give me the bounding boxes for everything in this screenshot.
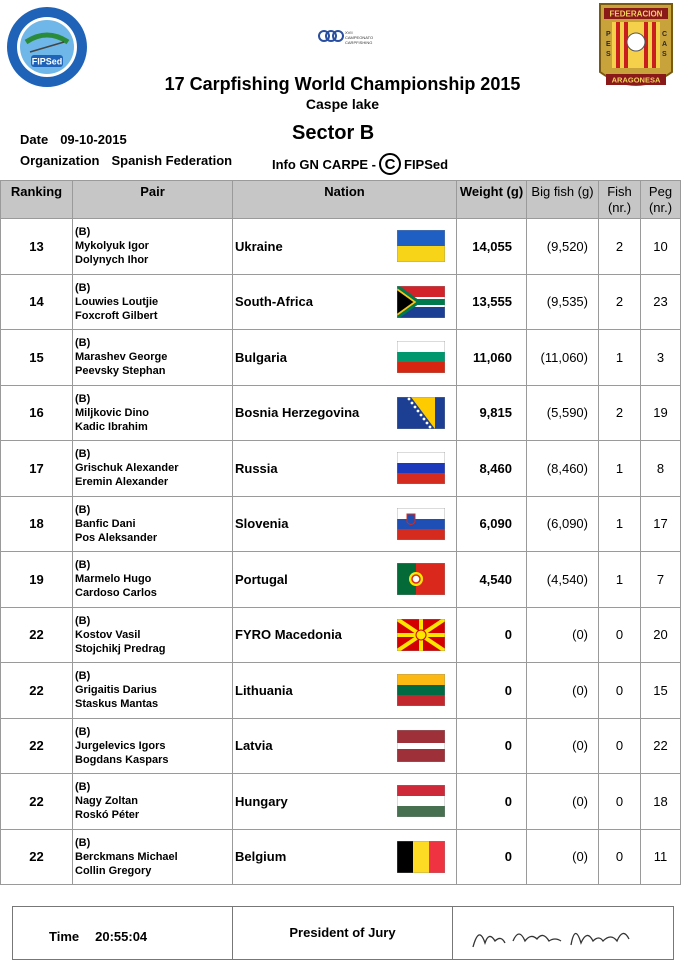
pair-cell bbox=[73, 219, 233, 275]
weight-cell: 9,815 bbox=[457, 385, 527, 441]
weight-cell: 6,090 bbox=[457, 496, 527, 552]
ranking-cell: 19 bbox=[1, 552, 73, 608]
championship-logo bbox=[318, 26, 388, 48]
header-ranking: Ranking bbox=[1, 181, 73, 219]
svg-text:CARPFISHING: CARPFISHING bbox=[345, 40, 373, 45]
pair-angler-2: Roskó Péter bbox=[75, 809, 140, 822]
fish-count-cell: 0 bbox=[599, 829, 641, 885]
weight-cell: 4,540 bbox=[457, 552, 527, 608]
ranking-cell: 15 bbox=[1, 330, 73, 386]
peg-cell: 23 bbox=[641, 274, 681, 330]
weight-cell: 13,555 bbox=[457, 274, 527, 330]
fish-count-cell: 2 bbox=[599, 274, 641, 330]
big-fish-cell: (0) bbox=[527, 663, 599, 719]
organization-label: Organization bbox=[20, 153, 100, 168]
fish-count-cell: 1 bbox=[599, 330, 641, 386]
page-title: 17 Carpfishing World Championship 2015 bbox=[164, 74, 521, 94]
pair-angler-2: Stojchikj Predrag bbox=[75, 642, 166, 655]
page-subtitle: Caspe lake bbox=[305, 96, 380, 112]
pair-cell bbox=[73, 663, 233, 719]
macedonia-flag bbox=[397, 619, 445, 651]
flag-cell bbox=[387, 274, 457, 330]
ranking-cell: 14 bbox=[1, 274, 73, 330]
pair-angler-1: Miljkovic Dino bbox=[75, 406, 149, 419]
flag-cell bbox=[387, 718, 457, 774]
flag-cell bbox=[387, 330, 457, 386]
peg-cell: 8 bbox=[641, 441, 681, 497]
footer-time bbox=[13, 907, 233, 959]
pair-sector: (B) bbox=[75, 725, 91, 738]
pair-cell bbox=[73, 774, 233, 830]
pair-angler-1: Mykolyuk Igor bbox=[75, 240, 149, 253]
flag-cell bbox=[387, 607, 457, 663]
nation-cell: Belgium bbox=[233, 829, 387, 885]
big-fish-cell: (0) bbox=[527, 829, 599, 885]
peg-cell: 22 bbox=[641, 718, 681, 774]
big-fish-cell: (11,060) bbox=[527, 330, 599, 386]
ranking-cell: 16 bbox=[1, 385, 73, 441]
footer-box bbox=[12, 906, 674, 960]
pair-cell bbox=[73, 385, 233, 441]
svg-text:P: P bbox=[606, 31, 611, 38]
bulgaria-flag bbox=[397, 341, 445, 373]
table-row bbox=[1, 663, 681, 719]
pair-angler-1: Marmelo Hugo bbox=[75, 573, 152, 586]
pair-angler-2: Foxcroft Gilbert bbox=[75, 309, 158, 322]
table-row bbox=[1, 385, 681, 441]
fish-count-cell: 0 bbox=[599, 607, 641, 663]
ranking-cell: 22 bbox=[1, 663, 73, 719]
big-fish-cell: (5,590) bbox=[527, 385, 599, 441]
peg-cell: 3 bbox=[641, 330, 681, 386]
nation-cell: Portugal bbox=[233, 552, 387, 608]
table-row bbox=[1, 330, 681, 386]
svg-text:CAMPEONATO: CAMPEONATO bbox=[345, 35, 374, 40]
date-value: 09-10-2015 bbox=[60, 132, 127, 147]
pair-cell bbox=[73, 496, 233, 552]
pair-cell bbox=[73, 552, 233, 608]
header-nation: Nation bbox=[233, 181, 457, 219]
pair-cell bbox=[73, 607, 233, 663]
weight-cell: 8,460 bbox=[457, 441, 527, 497]
pair-sector: (B) bbox=[75, 670, 91, 683]
svg-text:ARAGONESA: ARAGONESA bbox=[611, 75, 661, 85]
peg-cell: 15 bbox=[641, 663, 681, 719]
pair-angler-2: Pos Aleksander bbox=[75, 531, 158, 544]
svg-text:FEDERACION: FEDERACION bbox=[609, 9, 663, 19]
nation-cell: Ukraine bbox=[233, 219, 387, 275]
pair-angler-2: Peevsky Stephan bbox=[75, 365, 166, 378]
fish-count-cell: 1 bbox=[599, 441, 641, 497]
fish-count-cell: 2 bbox=[599, 385, 641, 441]
time-label: Time bbox=[49, 929, 80, 944]
results-table bbox=[0, 180, 681, 885]
table-row bbox=[1, 774, 681, 830]
pair-cell bbox=[73, 330, 233, 386]
pair-angler-2: Staskus Mantas bbox=[75, 698, 159, 711]
fipsed-logo-text: FIPSed bbox=[31, 56, 63, 67]
time-value: 20:55:04 bbox=[95, 929, 148, 944]
nation-cell: South-Africa bbox=[233, 274, 387, 330]
ranking-cell: 22 bbox=[1, 829, 73, 885]
pair-angler-1: Kostov Vasil bbox=[75, 628, 141, 641]
header-fish: Fish (nr.) bbox=[599, 181, 641, 219]
header-peg: Peg (nr.) bbox=[641, 181, 681, 219]
pair-sector: (B) bbox=[75, 614, 91, 627]
organization-line bbox=[20, 153, 232, 168]
pair-cell bbox=[73, 441, 233, 497]
big-fish-cell: (4,540) bbox=[527, 552, 599, 608]
svg-text:S: S bbox=[662, 51, 667, 58]
weight-cell: 0 bbox=[457, 774, 527, 830]
pair-angler-1: Nagy Zoltan bbox=[75, 795, 138, 808]
table-row bbox=[1, 552, 681, 608]
nation-cell: Hungary bbox=[233, 774, 387, 830]
svg-text:A: A bbox=[662, 41, 668, 48]
flag-cell bbox=[387, 441, 457, 497]
pair-sector: (B) bbox=[75, 559, 91, 572]
belgium-flag bbox=[397, 841, 445, 873]
ukraine-flag bbox=[397, 230, 445, 262]
nation-cell: Slovenia bbox=[233, 496, 387, 552]
pair-angler-2: Dolynych Ihor bbox=[75, 254, 149, 267]
info-line bbox=[272, 153, 448, 175]
ranking-cell: 22 bbox=[1, 718, 73, 774]
big-fish-cell: (9,520) bbox=[527, 219, 599, 275]
svg-text:XVII: XVII bbox=[345, 30, 353, 35]
pair-sector: (B) bbox=[75, 836, 91, 849]
big-fish-cell: (6,090) bbox=[527, 496, 599, 552]
pair-angler-1: Banfic Dani bbox=[75, 517, 136, 530]
ranking-cell: 13 bbox=[1, 219, 73, 275]
slovenia-flag bbox=[397, 508, 445, 540]
big-fish-cell: (8,460) bbox=[527, 441, 599, 497]
ranking-cell: 22 bbox=[1, 607, 73, 663]
ranking-cell: 22 bbox=[1, 774, 73, 830]
peg-cell: 10 bbox=[641, 219, 681, 275]
fish-count-cell: 0 bbox=[599, 718, 641, 774]
flag-cell bbox=[387, 219, 457, 275]
pair-angler-2: Kadic Ibrahim bbox=[75, 420, 148, 433]
weight-cell: 0 bbox=[457, 829, 527, 885]
pair-angler-1: Jurgelevics Igors bbox=[75, 739, 166, 752]
fish-count-cell: 1 bbox=[599, 552, 641, 608]
peg-cell: 18 bbox=[641, 774, 681, 830]
date-line bbox=[20, 132, 127, 147]
pair-sector: (B) bbox=[75, 281, 91, 294]
hungary-flag bbox=[397, 785, 445, 817]
sector-heading: Sector B bbox=[292, 122, 375, 144]
peg-cell: 17 bbox=[641, 496, 681, 552]
weight-cell: 0 bbox=[457, 607, 527, 663]
weight-cell: 11,060 bbox=[457, 330, 527, 386]
table-row bbox=[1, 829, 681, 885]
pair-cell bbox=[73, 718, 233, 774]
nation-cell: Lithuania bbox=[233, 663, 387, 719]
weight-cell: 0 bbox=[457, 718, 527, 774]
signature bbox=[453, 907, 673, 959]
flag-cell bbox=[387, 552, 457, 608]
fish-count-cell: 2 bbox=[599, 219, 641, 275]
russia-flag bbox=[397, 452, 445, 484]
latvia-flag bbox=[397, 730, 445, 762]
nation-cell: Bosnia Herzegovina bbox=[233, 385, 387, 441]
header-weight: Weight (g) bbox=[457, 181, 527, 219]
fish-count-cell: 0 bbox=[599, 663, 641, 719]
date-label: Date bbox=[20, 132, 49, 147]
info-brand: FIPSed bbox=[404, 156, 449, 172]
bosnia-flag bbox=[397, 397, 445, 429]
header-big-fish: Big fish (g) bbox=[527, 181, 599, 219]
peg-cell: 20 bbox=[641, 607, 681, 663]
flag-cell bbox=[387, 663, 457, 719]
pair-cell bbox=[73, 829, 233, 885]
copyright-icon: C bbox=[379, 153, 401, 175]
pair-angler-1: Berckmans Michael bbox=[75, 850, 178, 863]
pair-angler-1: Grischuk Alexander bbox=[75, 462, 179, 475]
flag-cell bbox=[387, 829, 457, 885]
svg-text:C: C bbox=[662, 31, 668, 38]
nation-cell: Bulgaria bbox=[233, 330, 387, 386]
table-header-row bbox=[1, 181, 681, 219]
portugal-flag bbox=[397, 563, 445, 595]
flag-cell bbox=[387, 385, 457, 441]
peg-cell: 11 bbox=[641, 829, 681, 885]
svg-text:S: S bbox=[606, 51, 611, 58]
info-text: Info GN CARPE - bbox=[272, 156, 376, 172]
pair-sector: (B) bbox=[75, 781, 91, 794]
big-fish-cell: (9,535) bbox=[527, 274, 599, 330]
table-row bbox=[1, 496, 681, 552]
pair-sector: (B) bbox=[75, 392, 91, 405]
big-fish-cell: (0) bbox=[527, 718, 599, 774]
svg-text:E: E bbox=[606, 41, 611, 48]
pair-angler-1: Marashev George bbox=[75, 351, 168, 364]
pair-sector: (B) bbox=[75, 503, 91, 516]
south-africa-flag bbox=[397, 286, 445, 318]
pair-cell bbox=[73, 274, 233, 330]
ranking-cell: 17 bbox=[1, 441, 73, 497]
weight-cell: 14,055 bbox=[457, 219, 527, 275]
pair-angler-2: Eremin Alexander bbox=[75, 476, 169, 489]
table-row bbox=[1, 274, 681, 330]
peg-cell: 7 bbox=[641, 552, 681, 608]
pair-angler-2: Collin Gregory bbox=[75, 864, 152, 877]
organization-value: Spanish Federation bbox=[111, 153, 233, 168]
table-row bbox=[1, 441, 681, 497]
lithuania-flag bbox=[397, 674, 445, 706]
table-row bbox=[1, 607, 681, 663]
nation-cell: Russia bbox=[233, 441, 387, 497]
fish-count-cell: 1 bbox=[599, 496, 641, 552]
big-fish-cell: (0) bbox=[527, 774, 599, 830]
pair-angler-2: Cardoso Carlos bbox=[75, 587, 157, 600]
nation-cell: Latvia bbox=[233, 718, 387, 774]
flag-cell bbox=[387, 496, 457, 552]
pair-sector: (B) bbox=[75, 226, 91, 239]
fish-count-cell: 0 bbox=[599, 774, 641, 830]
president-of-jury-label: President of Jury bbox=[233, 907, 453, 959]
table-row bbox=[1, 718, 681, 774]
header-pair: Pair bbox=[73, 181, 233, 219]
pair-sector: (B) bbox=[75, 448, 91, 461]
pair-angler-1: Louwies Loutjie bbox=[75, 295, 159, 308]
peg-cell: 19 bbox=[641, 385, 681, 441]
big-fish-cell: (0) bbox=[527, 607, 599, 663]
flag-cell bbox=[387, 774, 457, 830]
nation-cell: FYRO Macedonia bbox=[233, 607, 387, 663]
table-row bbox=[1, 219, 681, 275]
ranking-cell: 18 bbox=[1, 496, 73, 552]
pair-sector: (B) bbox=[75, 337, 91, 350]
pair-angler-2: Bogdans Kaspars bbox=[75, 753, 169, 766]
weight-cell: 0 bbox=[457, 663, 527, 719]
pair-angler-1: Grigaitis Darius bbox=[75, 684, 157, 697]
